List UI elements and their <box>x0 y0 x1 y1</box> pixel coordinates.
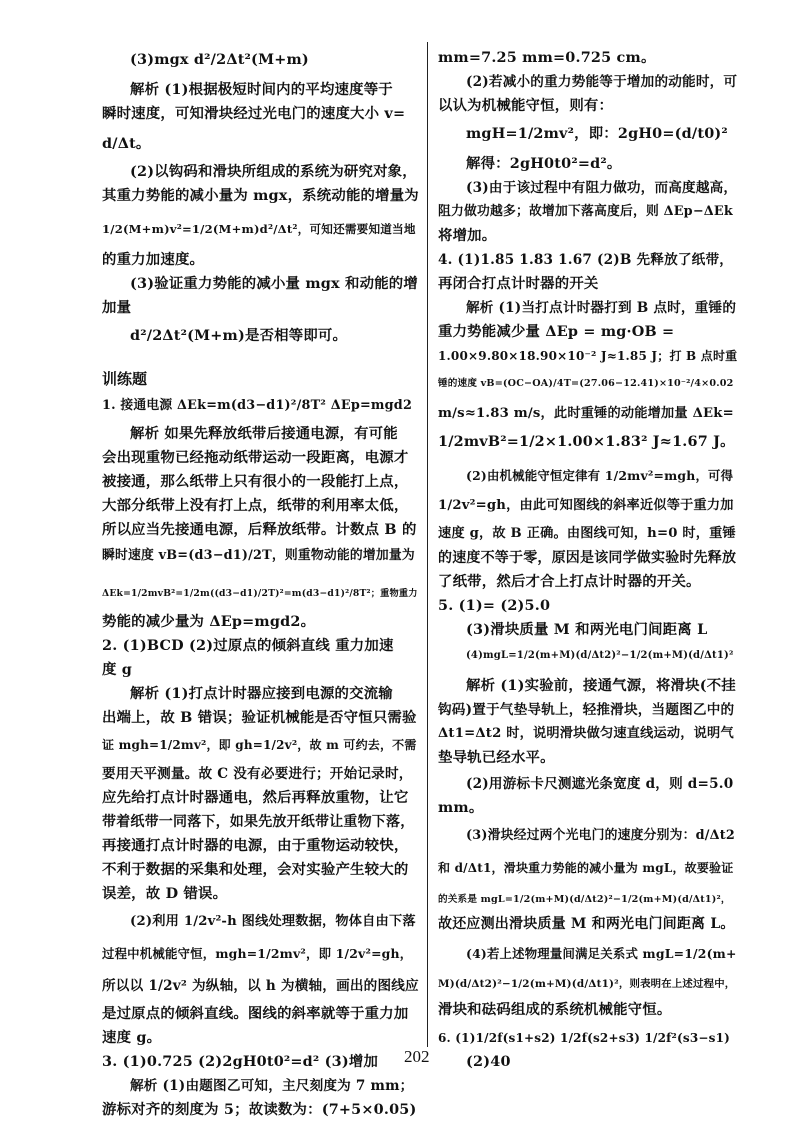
column-divider <box>427 42 428 1047</box>
text-line: 误差，故 D 错误。 <box>102 885 228 902</box>
text-line: 会出现重物已经拖动纸带运动一段距离，电源才 <box>102 449 409 466</box>
text-line: 瞬时速度 vB=(d3−d1)/2T，则重物动能的增加量为 <box>102 548 415 563</box>
text-line: 6. (1)1/2f(s1+s2) 1/2f(s2+s3) 1/2f²(s3−s1) <box>438 1031 731 1045</box>
text-line: 2. (1)BCD (2)过原点的倾斜直线 重力加速 <box>102 637 394 654</box>
text-line: 垫导轨已经水平。 <box>438 749 555 766</box>
text-line: (2)利用 1/2v²-h 图线处理数据，物体自由下落 <box>130 914 416 929</box>
text-line: (3)由于该过程中有阻力做功，而高度越高， <box>466 180 738 196</box>
text-line: 5. (1)= (2)5.0 <box>438 597 551 614</box>
text-line: 所以应当先接通电源，后释放纸带。计数点 B 的 <box>102 521 417 538</box>
text-line: (2)以钩码和滑块所组成的系统为研究对象， <box>130 163 417 180</box>
text-line: 解析 (1)打点计时器应接到电源的交流输 <box>130 685 393 702</box>
text-line: 再接通打点计时器的电源，由于重物运动较快， <box>102 837 409 854</box>
text-line: 应先给打点计时器通电，然后再释放重物，让它 <box>102 789 409 806</box>
text-line: d²/2Δt²(M+m)是否相等即可。 <box>130 327 348 344</box>
text-line: 速度 g。 <box>102 1029 162 1046</box>
text-line: 的速度不等于零，原因是该同学做实验时先释放 <box>438 550 737 566</box>
text-line: 故还应测出滑块质量 M 和两光电门间距离 L。 <box>438 916 735 932</box>
text-line: 了纸带，然后才合上打点计时器的开关。 <box>438 573 701 590</box>
text-line: 和 d/Δt1，滑块重力势能的减小量为 mgL，故要验证 <box>438 861 734 875</box>
text-line: 所以以 1/2v² 为纵轴，以 h 为横轴，画出的图线应 <box>102 978 419 994</box>
text-line: 速度 g，故 B 正确。由图线可知，h=0 时，重锤 <box>438 526 736 541</box>
text-line: mm=7.25 mm=0.725 cm。 <box>438 49 656 66</box>
text-line: 1. 接通电源 ΔEk=m(d3−d1)²/8T² ΔEp=mgd2 <box>102 398 413 413</box>
text-line: 的关系是 mgL=1/2(m+M)(d/Δt2)²−1/2(m+M)(d/Δt1)²， <box>438 894 731 905</box>
text-line: 不利于数据的采集和处理，会对实验产生较大的 <box>102 861 409 878</box>
text-line: (2)40 <box>466 1053 511 1070</box>
text-line: 3. (1)0.725 (2)2gH0t0²=d² (3)增加 <box>102 1053 379 1070</box>
text-line: 游标对齐的刻度为 5；故读数为：(7+5×0.05) <box>102 1101 417 1118</box>
text-line: 解析 (1)实验前，接通气源，将滑块(不挂 <box>466 677 736 694</box>
text-line: 1/2(M+m)v²=1/2(M+m)d²/Δt²，可知还需要知道当地 <box>102 222 416 236</box>
text-line: 势能的减少量为 ΔEp=mgd2。 <box>102 613 316 630</box>
text-line: (3)滑块质量 M 和两光电门间距离 L <box>466 621 708 638</box>
text-line: (3)验证重力势能的减小量 mgx 和动能的增 <box>130 275 418 292</box>
text-line: (2)由机械能守恒定律有 1/2mv²=mgh，可得 <box>466 468 734 483</box>
text-line: mm。 <box>438 799 484 816</box>
text-line: 锤的速度 vB=(OC−OA)/4T=(27.06−12.41)×10⁻²/4×0.02 <box>438 378 734 389</box>
text-line: 1/2v²=gh，由此可知图线的斜率近似等于重力加 <box>438 498 734 513</box>
text-line: m/s≈1.83 m/s，此时重锤的动能增加量 ΔEk= <box>438 406 734 421</box>
text-line: 阻力做功越多；故增加下落高度后，则 ΔEp−ΔEk <box>438 204 733 219</box>
text-line: (3)滑块经过两个光电门的速度分别为：d/Δt2 <box>466 828 735 843</box>
text-line: 解析 (1)当打点计时器打到 B 点时，重锤的 <box>466 300 737 316</box>
text-line: (4)mgL=1/2(m+M)(d/Δt2)²−1/2(m+M)(d/Δt1)² <box>466 650 734 661</box>
text-line: 被接通，那么纸带上只有很小的一段能打上点， <box>102 473 409 490</box>
text-line: 瞬时速度，可知滑块经过光电门的速度大小 v= <box>102 105 406 122</box>
text-line: (4)若上述物理量间满足关系式 mgL=1/2(m+ <box>466 946 737 961</box>
text-line: ΔEk=1/2mvB²=1/2m((d3−d1)/2T)²=m(d3−d1)²/8T²；重物重力 <box>102 588 418 599</box>
text-line: 解得：2gH0t0²=d²。 <box>466 155 622 172</box>
text-line: 的重力加速度。 <box>102 251 205 268</box>
text-line: 度 g <box>102 661 133 678</box>
text-line: 钩码)置于气垫导轨上，轻推滑块，当题图乙中的 <box>438 702 735 718</box>
text-line: (3)mgx d²/2Δt²(M+m) <box>130 51 309 68</box>
text-line: 解析 (1)由题图乙可知，主尺刻度为 7 mm； <box>130 1078 414 1094</box>
text-line: 1.00×9.80×18.90×10⁻² J≈1.85 J；打 B 点时重 <box>438 349 738 363</box>
page-number: 202 <box>404 1047 430 1066</box>
text-line: 4. (1)1.85 1.83 1.67 (2)B 先释放了纸带， <box>438 252 734 268</box>
text-line: 重力势能减少量 ΔEp = mg·OB = <box>438 323 675 340</box>
text-line: 解析 (1)根据极短时间内的平均速度等于 <box>130 81 393 98</box>
text-line: 是过原点的倾斜直线。图线的斜率就等于重力加 <box>102 1005 409 1022</box>
text-line: Δt1=Δt2 时，说明滑块做匀速直线运动，说明气 <box>438 726 734 741</box>
text-line: 大部分纸带上没有打上点，纸带的利用率太低， <box>102 497 409 514</box>
text-line: 加量 <box>102 299 132 316</box>
text-line: 解析 如果先释放纸带后接通电源，有可能 <box>130 425 398 442</box>
text-line: mgH=1/2mv²，即：2gH0=(d/t0)² <box>466 125 728 142</box>
text-line: 过程中机械能守恒，mgh=1/2mv²，即 1/2v²=gh， <box>102 946 413 961</box>
text-line: M)(d/Δt2)²−1/2(m+M)(d/Δt1)²，则表明在上述过程中， <box>438 978 736 990</box>
section-heading: 训练题 <box>102 370 148 388</box>
text-line: (2)若减小的重力势能等于增加的动能时，可 <box>466 74 738 90</box>
text-line: 出端上，故 B 错误；验证机械能是否守恒只需验 <box>102 709 417 726</box>
text-line: d/Δt。 <box>102 135 151 152</box>
text-line: 证 mgh=1/2mv²，即 gh=1/2v²，故 m 可约去，不需 <box>102 738 417 752</box>
text-line: (2)用游标卡尺测遮光条宽度 d，则 d=5.0 <box>466 776 734 792</box>
text-line: 滑块和砝码组成的系统机械能守恒。 <box>438 1001 672 1018</box>
text-line: 其重力势能的减小量为 mgx，系统动能的增量为 <box>102 187 419 204</box>
text-line: 将增加。 <box>438 227 497 244</box>
text-line: 带着纸带一同落下，如果先放开纸带让重物下落， <box>102 814 415 830</box>
text-line: 要用天平测量。故 C 没有必要进行；开始记录时， <box>102 766 413 782</box>
text-line: 1/2mvB²=1/2×1.00×1.83² J≈1.67 J。 <box>438 433 735 450</box>
text-line: 以认为机械能守恒，则有： <box>438 97 614 114</box>
text-line: 再闭合打点计时器的开关 <box>438 275 599 292</box>
